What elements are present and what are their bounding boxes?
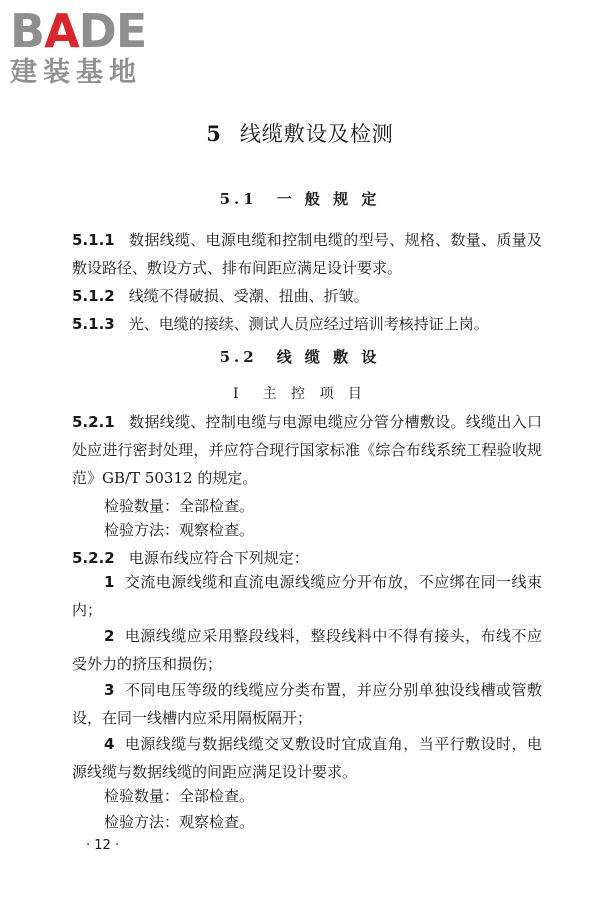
item-number: 3: [104, 681, 115, 699]
bade-logo: [10, 6, 185, 90]
item-text: 电源线缆与数据线缆交叉敷设时宜成直角，当平行敷设时，电源线缆与数据线缆的间距应满足设计要求。: [72, 735, 542, 781]
clause-number: 5.2.2: [72, 549, 115, 567]
clause-text: 光、电缆的接续、测试人员应经过培训考核持证上岗。: [128, 315, 489, 333]
chapter-title-text: 线缆敷设及检测: [239, 122, 394, 146]
logo-wordmark: BADE: [10, 4, 147, 58]
item-text: 电源线缆应采用整段线料，整段线料中不得有接头，布线不应受外力的挤压和损伤；: [72, 627, 542, 673]
item-text: 交流电源线缆和直流电源线缆应分开布放，不应绑在同一线束内；: [72, 573, 542, 619]
list-item: [72, 622, 542, 678]
clause-text: 数据线缆、控制电缆与电源电缆应分管分槽敷设。线缆出入口处应进行密封处理，并应符合现行国家标准《综合布线系统工程验收规范》GB/T 50312 的规定。: [72, 413, 542, 487]
clause-text: 数据线缆、电源电缆和控制电缆的型号、规格、数量、质量及敷设路径、敷设方式、排布间距应满足设计要求。: [72, 231, 542, 277]
chapter-number: 5: [206, 121, 222, 146]
item-number: 4: [104, 735, 115, 753]
chapter-title: [0, 118, 600, 148]
clause-5-1-2: [72, 282, 542, 310]
item-text: 不同电压等级的线缆应分类布置，并应分别单独设线槽或管敷设，在同一线槽内应采用隔板隔开；: [72, 681, 542, 727]
clause-5-1-1: [72, 226, 542, 282]
clause-number: 5.2.1: [72, 413, 115, 431]
clause-text: 电源布线应符合下列规定：: [128, 549, 309, 567]
inspection-method: 检验方法：观察检查。: [104, 813, 255, 831]
section-5-2-title: 5.2 线 缆 敷 设: [219, 348, 381, 366]
page-number: · 12 ·: [86, 838, 120, 853]
inspection-quantity: 检验数量：全部检查。: [104, 497, 255, 515]
logo-subtitle: 建装基地: [10, 57, 142, 88]
item-number: 2: [104, 627, 115, 645]
subsection-main-items: Ⅰ 主 控 项 目: [233, 386, 367, 402]
list-item: [72, 568, 542, 624]
clause-number: 5.1.1: [72, 231, 115, 249]
inspection-method: 检验方法：观察检查。: [104, 521, 255, 539]
clause-5-1-3: [72, 310, 542, 338]
item-number: 1: [104, 573, 115, 591]
clause-number: 5.1.2: [72, 287, 115, 305]
clause-text: 线缆不得破损、受潮、扭曲、折皱。: [128, 287, 369, 305]
inspection-quantity: 检验数量：全部检查。: [104, 787, 255, 805]
clause-number: 5.1.3: [72, 315, 115, 333]
list-item: [72, 730, 542, 786]
section-5-1-title: 5.1 一 般 规 定: [219, 190, 381, 208]
list-item: [72, 676, 542, 732]
clause-5-2-1: [72, 408, 542, 492]
